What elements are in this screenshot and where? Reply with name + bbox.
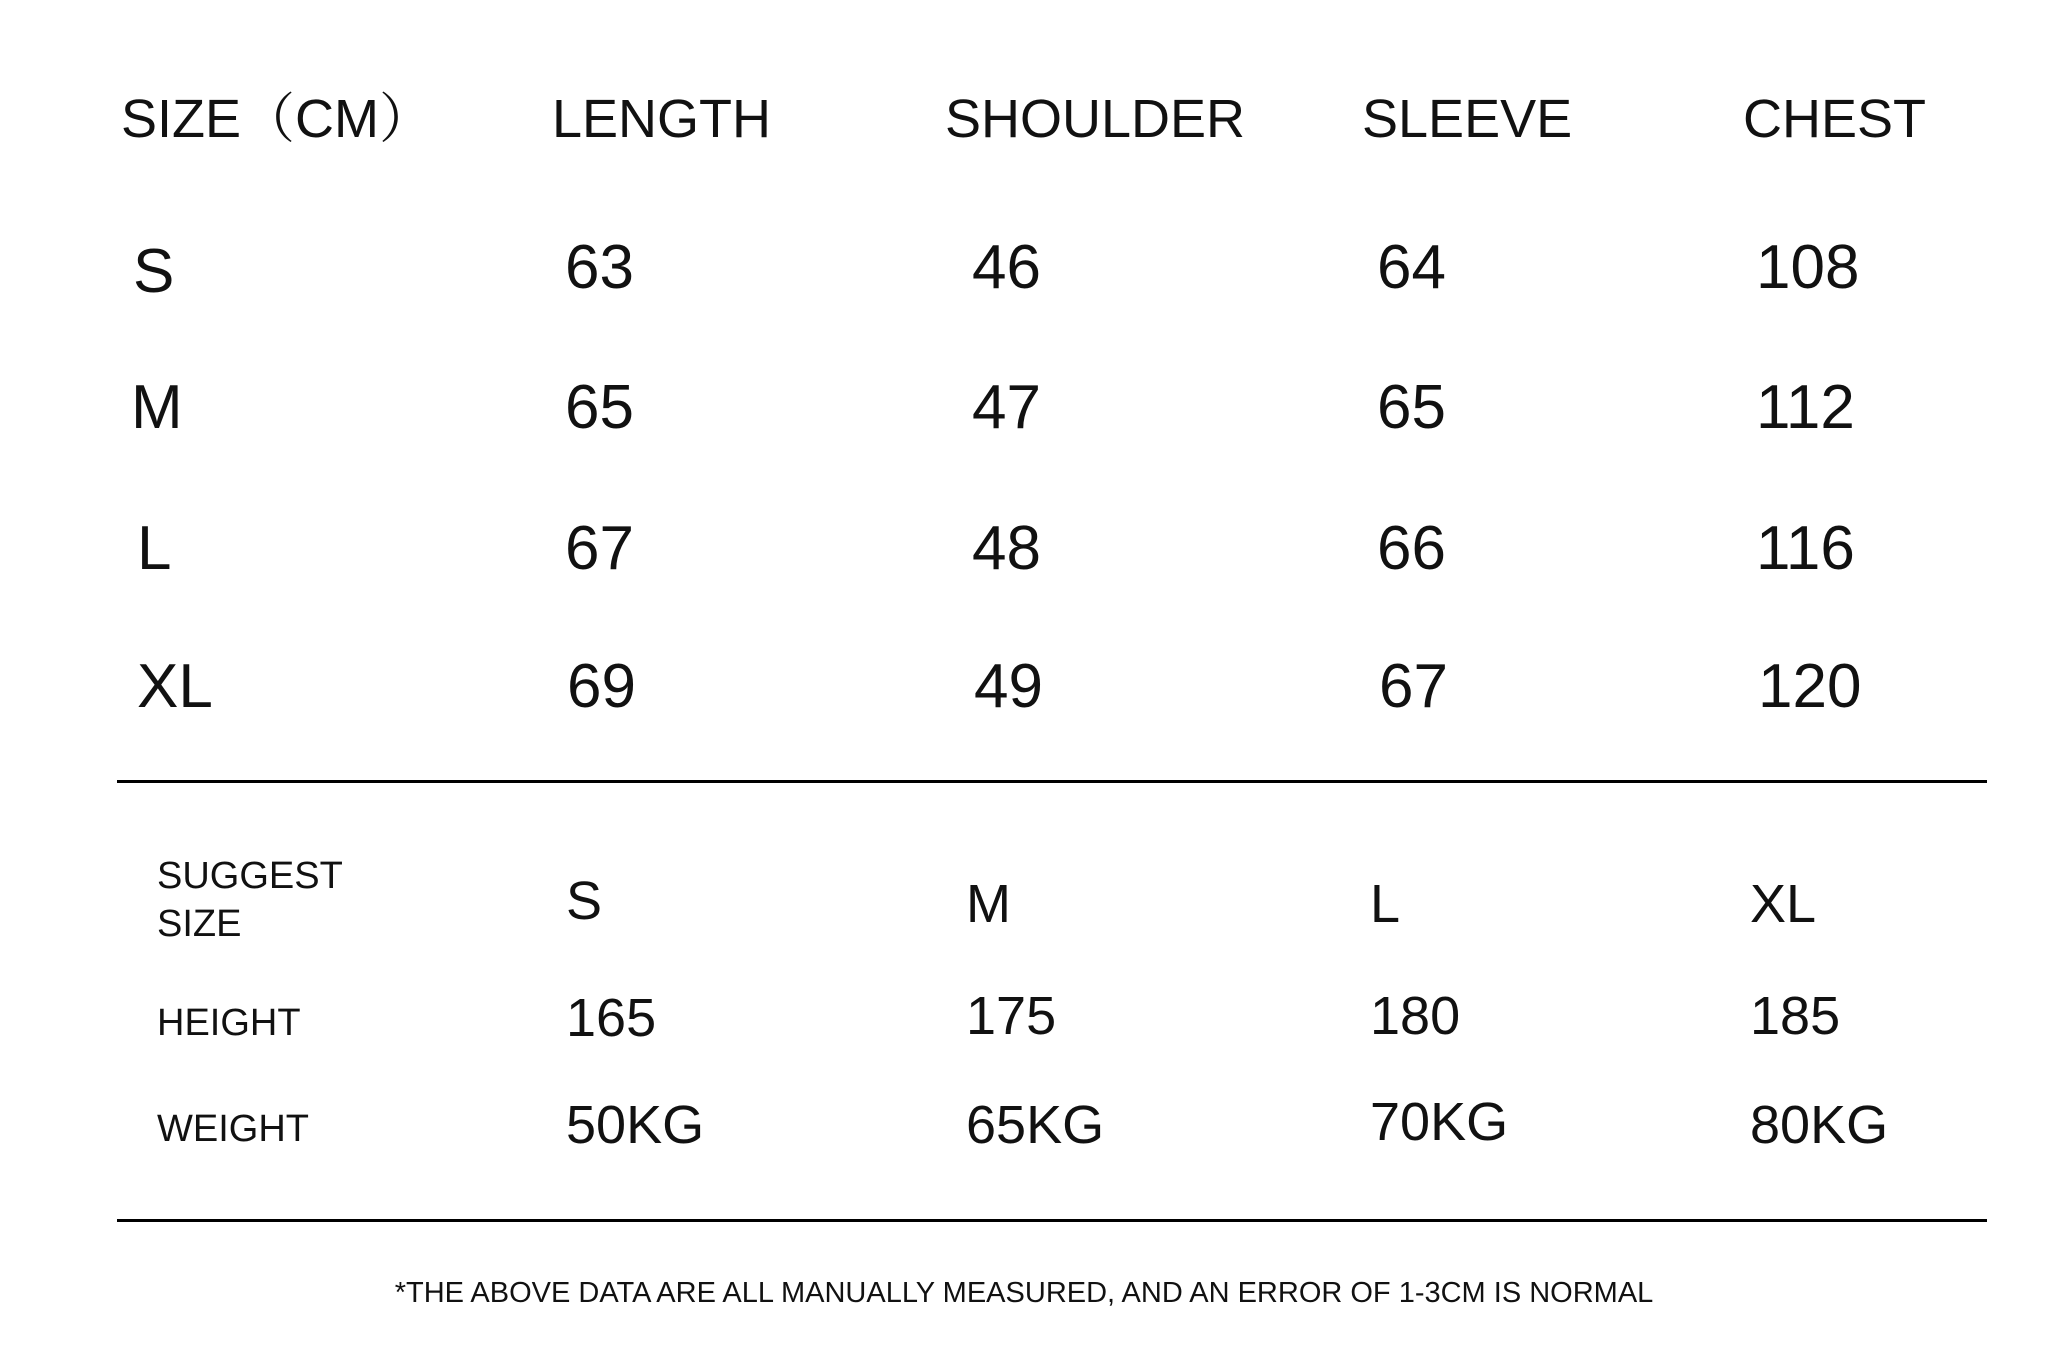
height-value: 175 xyxy=(966,986,1057,1046)
suggest-size-label xyxy=(157,853,343,948)
weight-value: 70KG xyxy=(1370,1092,1509,1152)
height-label: HEIGHT xyxy=(157,1002,301,1044)
length-value: 63 xyxy=(565,233,634,302)
weight-value: 80KG xyxy=(1750,1095,1889,1155)
divider-top xyxy=(117,780,1987,783)
shoulder-value: 48 xyxy=(972,514,1041,583)
chest-value: 108 xyxy=(1756,233,1860,302)
header-length: LENGTH xyxy=(552,89,772,149)
divider-bottom xyxy=(117,1219,1987,1222)
header-sleeve: SLEEVE xyxy=(1362,89,1573,149)
suggest-size-value: XL xyxy=(1750,874,1817,934)
suggest-size-value: L xyxy=(1370,874,1401,934)
height-value: 185 xyxy=(1750,986,1841,1046)
length-value: 69 xyxy=(567,652,636,721)
header-size: SIZE（CM） xyxy=(121,89,434,149)
suggest-size-value: M xyxy=(966,874,1011,934)
sleeve-value: 67 xyxy=(1379,652,1448,721)
header-chest: CHEST xyxy=(1743,89,1927,149)
measurement-note: *THE ABOVE DATA ARE ALL MANUALLY MEASURED, AND AN ERROR OF 1-3CM IS NORMAL xyxy=(394,1277,1654,1309)
suggest-label-line2: SIZE xyxy=(157,902,242,945)
size-label: XL xyxy=(137,652,213,721)
suggest-label-line1: SUGGEST xyxy=(157,855,343,897)
shoulder-value: 47 xyxy=(972,373,1041,442)
chest-value: 120 xyxy=(1758,652,1862,721)
size-label: L xyxy=(137,514,172,583)
shoulder-value: 49 xyxy=(974,652,1043,721)
header-shoulder: SHOULDER xyxy=(945,89,1246,149)
chest-value: 116 xyxy=(1756,514,1855,583)
weight-label: WEIGHT xyxy=(157,1108,309,1150)
height-value: 180 xyxy=(1370,986,1461,1046)
length-value: 65 xyxy=(565,373,634,442)
weight-value: 50KG xyxy=(566,1095,705,1155)
sleeve-value: 65 xyxy=(1377,373,1446,442)
length-value: 67 xyxy=(565,514,634,583)
sleeve-value: 66 xyxy=(1377,514,1446,583)
shoulder-value: 46 xyxy=(972,233,1041,302)
sleeve-value: 64 xyxy=(1377,233,1446,302)
suggest-size-value: S xyxy=(566,871,603,931)
size-label: S xyxy=(133,237,175,306)
chest-value: 112 xyxy=(1756,373,1855,442)
size-label: M xyxy=(131,373,183,442)
height-value: 165 xyxy=(566,988,657,1048)
weight-value: 65KG xyxy=(966,1095,1105,1155)
